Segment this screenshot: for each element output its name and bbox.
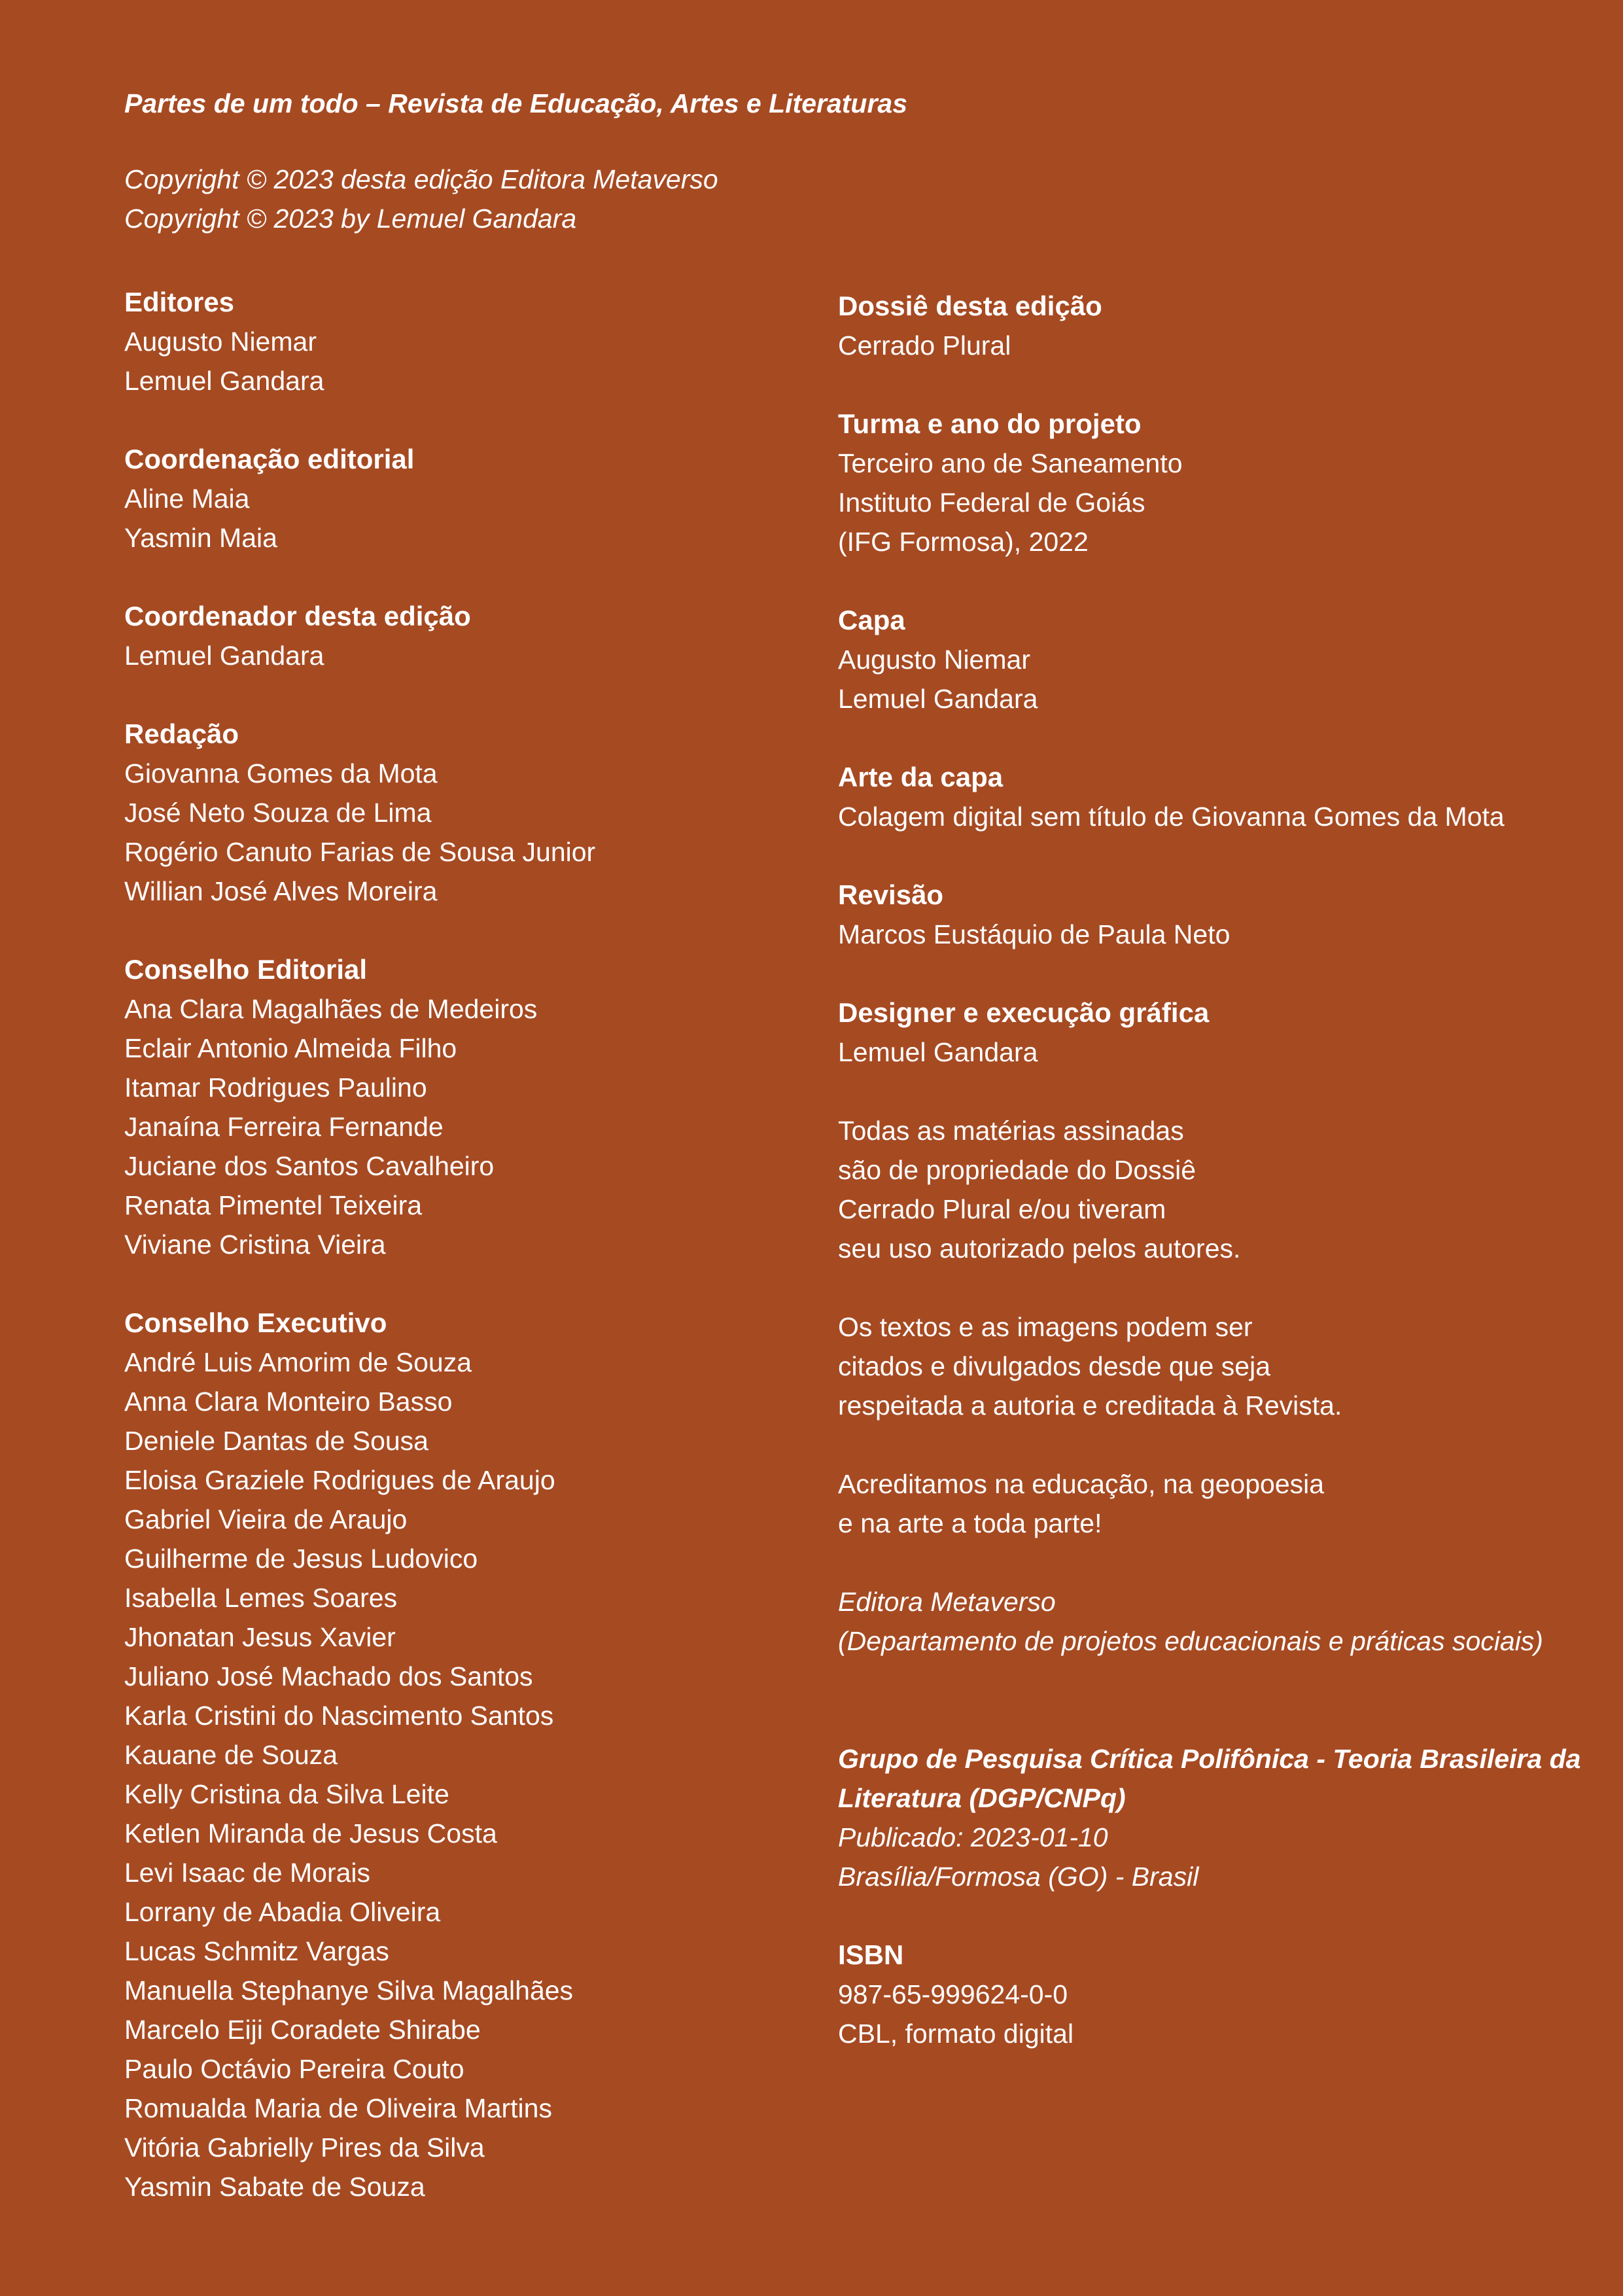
section-heading: Coordenador desta edição [124, 601, 471, 631]
publication-location: Brasília/Formosa (GO) - Brasil [838, 1862, 1199, 1892]
credit-name: Gabriel Vieira de Araujo [124, 1504, 408, 1534]
credit-name: Guilherme de Jesus Ludovico [124, 1544, 478, 1574]
section-heading: Revisão [838, 879, 944, 910]
section-designer [838, 993, 1577, 1072]
section-arte-capa [838, 758, 1577, 836]
isbn-number: 987-65-999624-0-0 [838, 1979, 1068, 2009]
credit-name: José Neto Souza de Lima [124, 798, 432, 828]
paragraph-line: Todas as matérias assinadas [838, 1116, 1184, 1146]
paragraph-line: citados e divulgados desde que seja [838, 1351, 1271, 1381]
isbn-block [838, 1935, 1577, 2053]
credit-name: Willian José Alves Moreira [124, 876, 438, 906]
section-heading: Turma e ano do projeto [838, 408, 1142, 439]
credit-name: Karla Cristini do Nascimento Santos [124, 1701, 554, 1731]
credit-name: Ana Clara Magalhães de Medeiros [124, 994, 538, 1024]
credit-value: (IFG Formosa), 2022 [838, 527, 1089, 557]
section-conselho-editorial [124, 950, 811, 1264]
rights-paragraph [838, 1111, 1577, 1268]
section-coordenador-edicao [124, 597, 811, 675]
research-group-name: Grupo de Pesquisa Crítica Polifônica - Teoria Brasileira da [838, 1744, 1581, 1774]
section-heading: Capa [838, 605, 905, 635]
section-turma-ano [838, 404, 1577, 561]
section-heading: Arte da capa [838, 762, 1003, 792]
credit-name: Eclair Antonio Almeida Filho [124, 1033, 457, 1063]
colophon-header [124, 84, 1498, 238]
section-capa [838, 601, 1577, 718]
credit-name: Rogério Canuto Farias de Sousa Junior [124, 837, 596, 867]
section-heading: Editores [124, 287, 235, 317]
section-coordenacao-editorial [124, 440, 811, 557]
credit-name: Giovanna Gomes da Mota [124, 758, 438, 788]
paragraph-line: Cerrado Plural e/ou tiveram [838, 1194, 1166, 1224]
copyright-line: Copyright © 2023 by Lemuel Gandara [124, 203, 577, 234]
credit-name: André Luis Amorim de Souza [124, 1347, 472, 1377]
credit-value: Augusto Niemar [838, 645, 1030, 675]
credits-left-column [124, 283, 811, 2246]
credit-name: Anna Clara Monteiro Basso [124, 1386, 453, 1417]
credit-name: Romualda Maria de Oliveira Martins [124, 2093, 552, 2123]
citation-paragraph [838, 1307, 1577, 1425]
section-redacao [124, 715, 811, 911]
credit-name: Kelly Cristina da Silva Leite [124, 1779, 449, 1809]
isbn-heading: ISBN [838, 1939, 904, 1970]
paragraph-line: Os textos e as imagens podem ser [838, 1312, 1253, 1342]
section-heading: Dossiê desta edição [838, 291, 1102, 321]
credit-name: Renata Pimentel Teixeira [124, 1190, 423, 1220]
publisher-department: (Departamento de projetos educacionais e práticas sociais) [838, 1626, 1543, 1656]
section-heading: Conselho Executivo [124, 1307, 387, 1338]
journal-title: Partes de um todo – Revista de Educação, Artes e Literaturas [124, 88, 908, 118]
section-editores [124, 283, 811, 400]
isbn-format: CBL, formato digital [838, 2019, 1074, 2049]
research-group-block [838, 1739, 1581, 1896]
credit-name: Deniele Dantas de Sousa [124, 1426, 428, 1456]
publisher-block [838, 1582, 1577, 1661]
credit-name: Viviane Cristina Vieira [124, 1229, 386, 1260]
publisher-name: Editora Metaverso [838, 1587, 1056, 1617]
publication-date: Publicado: 2023-01-10 [838, 1822, 1108, 1852]
credit-name: Janaína Ferreira Fernande [124, 1112, 444, 1142]
section-dossie [838, 287, 1577, 365]
section-revisao [838, 875, 1577, 954]
credit-name: Manuella Stephanye Silva Magalhães [124, 1975, 574, 2005]
credit-value: Cerrado Plural [838, 330, 1011, 361]
credit-value: Lemuel Gandara [838, 684, 1038, 714]
credit-name: Ketlen Miranda de Jesus Costa [124, 1818, 497, 1848]
credit-value: Terceiro ano de Saneamento [838, 448, 1183, 478]
section-heading: Designer e execução gráfica [838, 997, 1210, 1028]
credit-name: Vitória Gabrielly Pires da Silva [124, 2132, 485, 2163]
credits-right-column [838, 287, 1581, 2093]
section-heading: Redação [124, 718, 239, 749]
credit-name: Levi Isaac de Morais [124, 1858, 371, 1888]
section-heading: Conselho Editorial [124, 954, 368, 985]
credit-value: Instituto Federal de Goiás [838, 487, 1145, 518]
credit-name: Lucas Schmitz Vargas [124, 1936, 389, 1966]
credit-name: Marcelo Eiji Coradete Shirabe [124, 2015, 481, 2045]
paragraph-line: são de propriedade do Dossiê [838, 1155, 1196, 1185]
credit-name: Augusto Niemar [124, 327, 317, 357]
copyright-line: Copyright © 2023 desta edição Editora Metaverso [124, 164, 718, 194]
credit-name: Yasmin Sabate de Souza [124, 2172, 425, 2202]
motto-paragraph [838, 1464, 1577, 1543]
credit-name: Lemuel Gandara [124, 366, 324, 396]
credit-value: Lemuel Gandara [838, 1037, 1038, 1067]
credit-name: Kauane de Souza [124, 1740, 338, 1770]
credit-name: Lemuel Gandara [124, 641, 324, 671]
credit-name: Juliano José Machado dos Santos [124, 1661, 533, 1691]
paragraph-line: Acreditamos na educação, na geopoesia [838, 1469, 1325, 1499]
credit-name: Isabella Lemes Soares [124, 1583, 398, 1613]
section-heading: Coordenação editorial [124, 444, 415, 474]
credit-name: Juciane dos Santos Cavalheiro [124, 1151, 495, 1181]
credit-value: Marcos Eustáquio de Paula Neto [838, 919, 1230, 949]
credit-name: Jhonatan Jesus Xavier [124, 1622, 396, 1652]
credit-name: Aline Maia [124, 484, 250, 514]
credit-name: Eloisa Graziele Rodrigues de Araujo [124, 1465, 555, 1495]
credit-name: Yasmin Maia [124, 523, 277, 553]
credit-value: Colagem digital sem título de Giovanna Gomes da Mota [838, 802, 1505, 832]
paragraph-line: e na arte a toda parte! [838, 1508, 1102, 1538]
paragraph-line: respeitada a autoria e creditada à Revista. [838, 1390, 1342, 1421]
credit-name: Paulo Octávio Pereira Couto [124, 2054, 464, 2084]
credit-name: Itamar Rodrigues Paulino [124, 1072, 427, 1103]
paragraph-line: seu uso autorizado pelos autores. [838, 1233, 1241, 1263]
section-conselho-executivo [124, 1303, 811, 2206]
research-group-name: Literatura (DGP/CNPq) [838, 1783, 1126, 1813]
credit-name: Lorrany de Abadia Oliveira [124, 1897, 441, 1927]
